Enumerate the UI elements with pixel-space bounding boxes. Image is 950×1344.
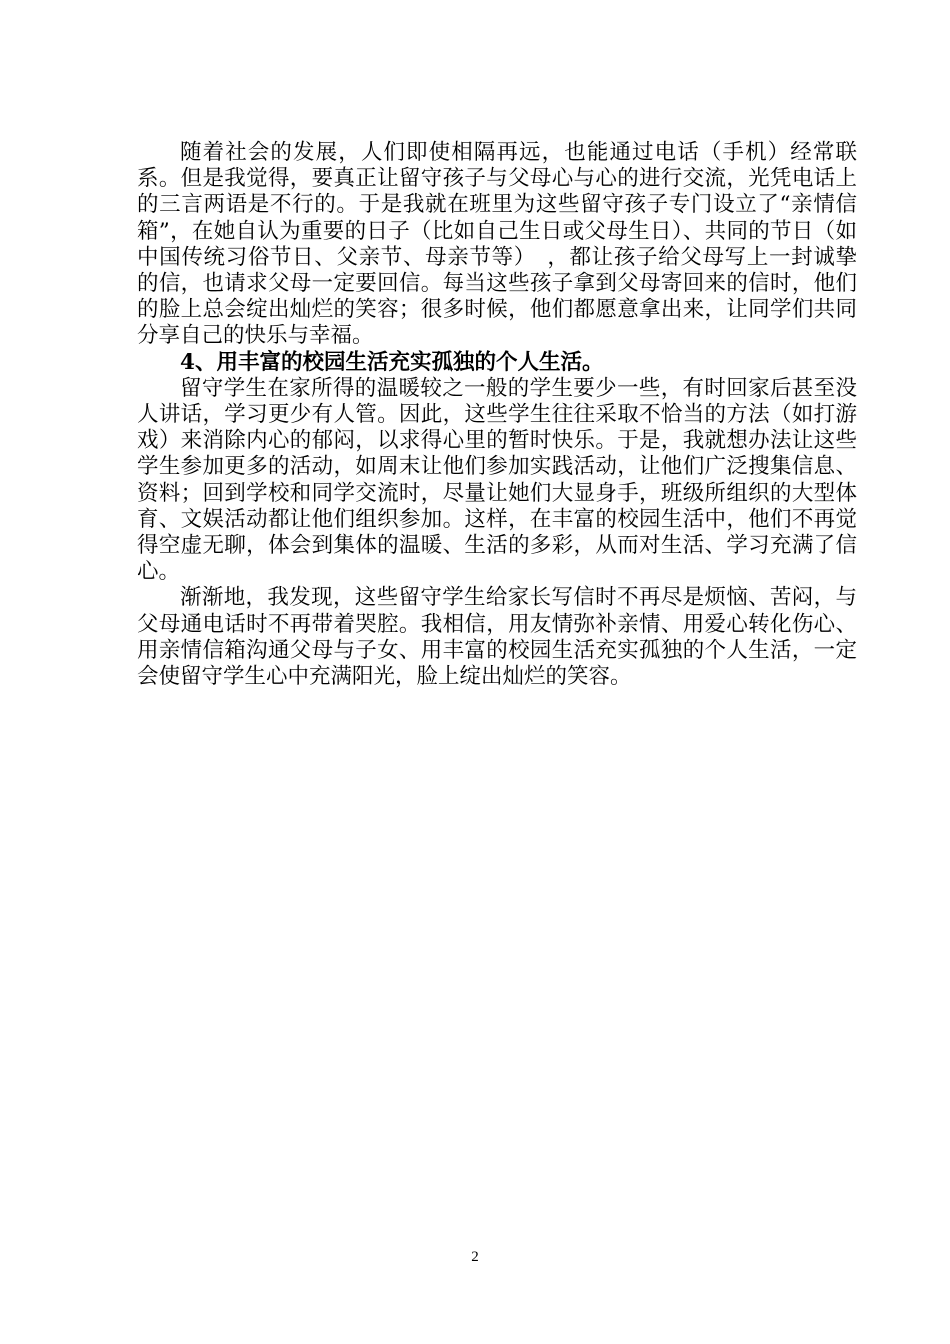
document-body [137,140,857,690]
paragraph-conclusion: 渐渐地，我发现，这些留守学生给家长写信时不再尽是烦恼、苦闷，与父母通电话时不再带着哭腔。我相信，用友情弥补亲情、用爱心转化伤心、用亲情信箱沟通父母与子女、用丰富的校园生活充实孤独的个人生活，一定会使留守学生心中充满阳光，脸上绽出灿烂的笑容。 [137,585,857,690]
paragraph-family-letterbox: 随着社会的发展，人们即使相隔再远，也能通过电话（手机）经常联系。但是我觉得，要真正让留守孩子与父母心与心的进行交流，光凭电话上的三言两语是不行的。于是我就在班里为这些留守孩子专门设立了“亲情信箱”，在她自认为重要的日子（比如自己生日或父母生日）、共同的节日（如中国传统习俗节日、父亲节、母亲节等） ，都让孩子给父母写上一封诚挚的信，也请求父母一定要回信。每当这些孩子拿到父母寄回来的信时，他们的脸上总会绽出灿烂的笑容；很多时候，他们都愿意拿出来，让同学们共同分享自己的快乐与幸福。 [137,140,857,349]
section-heading-campus-life: 4、用丰富的校园生活充实孤独的个人生活。 [180,349,604,375]
paragraph-campus-activities: 留守学生在家所得的温暖较之一般的学生要少一些，有时回家后甚至没人讲话，学习更少有人管。因此，这些学生往往采取不恰当的方法（如打游戏）来消除内心的郁闷，以求得心里的暂时快乐。于是，我就想办法让这些学生参加更多的活动，如周末让他们参加实践活动，让他们广泛搜集信息、资料；回到学校和同学交流时，尽量让她们大显身手，班级所组织的大型体育、文娱活动都让他们组织参加。这样，在丰富的校园生活中，他们不再觉得空虚无聊，体会到集体的温暖、生活的多彩，从而对生活、学习充满了信心。 [137,375,857,585]
page-number: 2 [471,1249,479,1265]
